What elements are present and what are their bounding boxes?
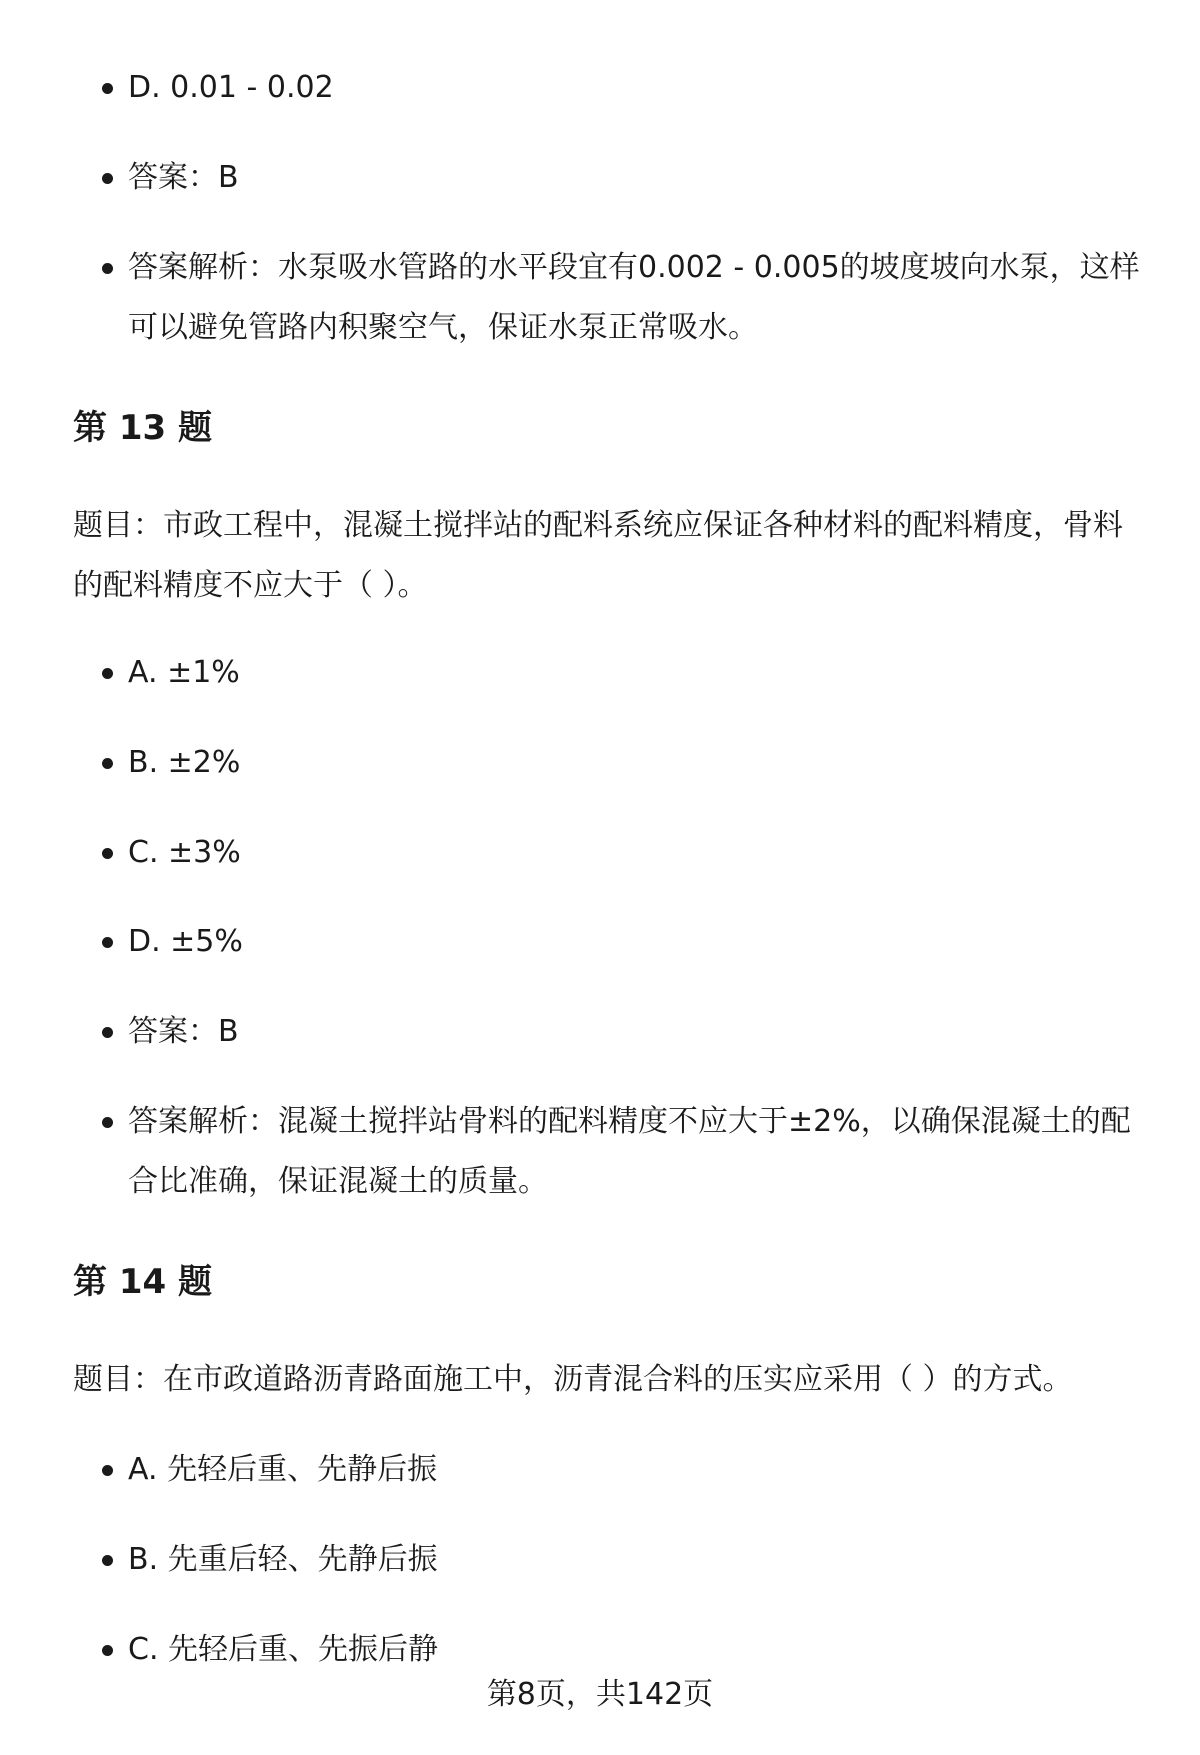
q14-option-c: C. 先轻后重、先振后静	[128, 1620, 1148, 1680]
q12-option-d: D. 0.01 - 0.02	[128, 58, 1148, 118]
q12-explanation: 答案解析：水泵吸水管路的水平段宜有0.002 - 0.005的坡度坡向水泵，这样可以避免管路内积聚空气，保证水泵正常吸水。	[128, 238, 1148, 358]
q14-option-a: A. 先轻后重、先静后振	[128, 1440, 1148, 1500]
q13-option-b: B. ±2%	[128, 733, 1148, 793]
q12-answer: 答案：B	[128, 148, 1148, 208]
q13-option-d: D. ±5%	[128, 912, 1148, 972]
q13-answer: 答案：B	[128, 1002, 1148, 1062]
q13-explanation: 答案解析：混凝土搅拌站骨料的配料精度不应大于±2%，以确保混凝土的配合比准确，保证混凝土的质量。	[128, 1092, 1148, 1212]
q13-option-a: A. ±1%	[128, 643, 1148, 703]
q13-heading: 第 13 题	[73, 408, 212, 448]
page-number-footer: 第8页，共142页	[486, 1677, 714, 1712]
q14-question: 题目：在市政道路沥青路面施工中，沥青混合料的压实应采用（ ）的方式。	[73, 1362, 1073, 1397]
q14-option-b: B. 先重后轻、先静后振	[128, 1530, 1148, 1590]
q13-option-c: C. ±3%	[128, 823, 1148, 883]
q13-question: 题目：市政工程中，混凝土搅拌站的配料系统应保证各种材料的配料精度，骨料的配料精度不应大于（ ）。	[73, 508, 1123, 603]
q14-heading: 第 14 题	[73, 1262, 212, 1302]
